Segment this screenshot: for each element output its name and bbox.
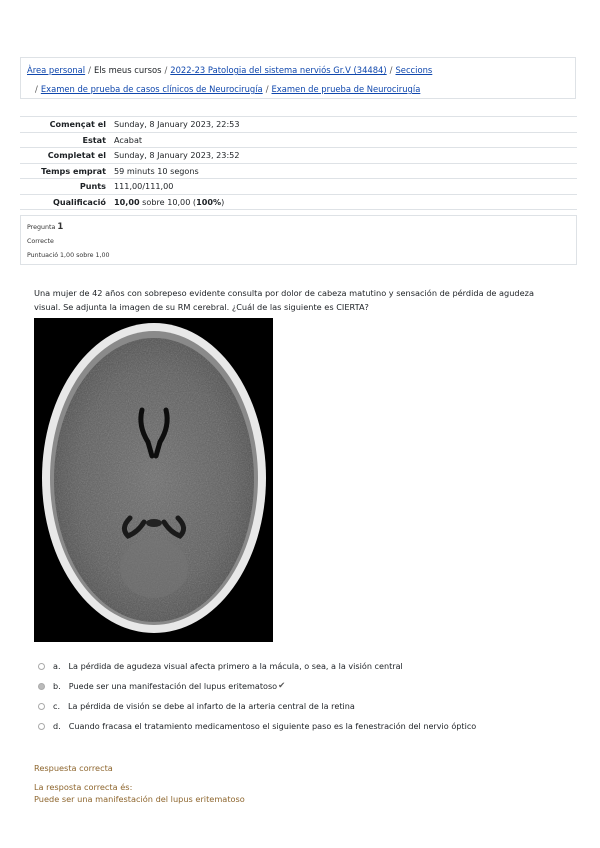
radio-button[interactable] bbox=[38, 663, 45, 670]
summary-row bbox=[20, 132, 577, 148]
grade-end: ) bbox=[221, 196, 225, 207]
feedback-right-answer: Puede ser una manifestación del lupus eritematoso bbox=[34, 794, 245, 804]
grade-value bbox=[112, 194, 577, 210]
summary-value: Sunday, 8 January 2023, 22:53 bbox=[112, 117, 577, 133]
summary-row bbox=[20, 179, 577, 195]
grade-label: Qualificació bbox=[20, 194, 112, 210]
breadcrumb-link-sections[interactable]: Seccions bbox=[395, 65, 433, 75]
question-status: Correcte bbox=[27, 238, 54, 245]
answer-letter: b. bbox=[53, 681, 61, 691]
answer-option-selected[interactable] bbox=[38, 676, 476, 696]
answer-letter: c. bbox=[53, 701, 61, 711]
summary-value: 111,00/111,00 bbox=[112, 179, 577, 195]
breadcrumb-link-exam[interactable]: Examen de prueba de Neurocirugía bbox=[271, 84, 421, 94]
summary-label: Temps emprat bbox=[20, 163, 112, 179]
feedback-result: Respuesta correcta bbox=[34, 763, 113, 773]
summary-row bbox=[20, 148, 577, 164]
summary-label: Completat el bbox=[20, 148, 112, 164]
summary-value: 59 minuts 10 segons bbox=[112, 163, 577, 179]
grade-percent: 100% bbox=[196, 196, 222, 207]
answer-text: Puede ser una manifestación del lupus eritematoso bbox=[68, 681, 278, 691]
question-info-box bbox=[20, 215, 577, 265]
breadcrumb-link-exam-cases[interactable]: Examen de prueba de casos clínicos de Neurocirugía bbox=[40, 84, 263, 94]
feedback-box bbox=[34, 762, 245, 806]
answer-text: La pérdida de visión se debe al infarto de la arteria central de la retina bbox=[68, 701, 355, 711]
summary-value: Sunday, 8 January 2023, 23:52 bbox=[112, 148, 577, 164]
summary-label: Punts bbox=[20, 179, 112, 195]
answer-letter: a. bbox=[53, 661, 61, 671]
checkmark-icon: ✔ bbox=[278, 681, 286, 691]
feedback-right-answer-label: La resposta correcta és: bbox=[34, 781, 133, 792]
answer-text: Cuando fracasa el tratamiento medicamentoso el siguiente paso es la fenestración del nervio óptico bbox=[68, 721, 477, 731]
breadcrumb-separator: / bbox=[164, 65, 168, 75]
breadcrumb-my-courses: Els meus cursos bbox=[93, 65, 162, 75]
summary-value: Acabat bbox=[112, 132, 577, 148]
summary-row bbox=[20, 117, 577, 133]
breadcrumb-separator: / bbox=[265, 84, 269, 94]
breadcrumb bbox=[20, 57, 576, 99]
brain-scan-graphic bbox=[34, 318, 273, 642]
summary-row-grade bbox=[20, 194, 577, 210]
answer-letter: d. bbox=[53, 721, 61, 731]
question-number: 1 bbox=[57, 222, 64, 232]
radio-button[interactable] bbox=[38, 723, 45, 730]
answer-option[interactable] bbox=[38, 696, 476, 716]
question-label: Pregunta bbox=[27, 224, 56, 231]
answer-options bbox=[38, 656, 476, 736]
breadcrumb-separator: / bbox=[88, 65, 91, 75]
answer-text: La pérdida de agudeza visual afecta primero a la mácula, o sea, a la visión central bbox=[68, 661, 403, 671]
radio-button-selected[interactable] bbox=[38, 683, 45, 690]
brain-scan-image bbox=[34, 318, 273, 642]
radio-button[interactable] bbox=[38, 703, 45, 710]
grade-middle: sobre 10,00 ( bbox=[139, 196, 197, 207]
attempt-summary-table bbox=[20, 116, 577, 210]
question-points: Puntuació 1,00 sobre 1,00 bbox=[27, 252, 110, 259]
breadcrumb-link-area[interactable]: Àrea personal bbox=[27, 65, 86, 75]
answer-option[interactable] bbox=[38, 716, 476, 736]
breadcrumb-link-course[interactable]: 2022-23 Patologia del sistema nerviós Gr.V (34484) bbox=[170, 65, 387, 75]
grade-score: 10,00 bbox=[114, 196, 140, 207]
summary-label: Estat bbox=[20, 132, 112, 148]
summary-row bbox=[20, 163, 577, 179]
question-text: Una mujer de 42 años con sobrepeso evidente consulta por dolor de cabeza matutino y sensación de pérdida de agudeza visual. Se adjunta la imagen de su RM cerebral. ¿Cuál de las siguiente es CIERTA? bbox=[34, 288, 534, 312]
answer-option[interactable] bbox=[38, 656, 476, 676]
breadcrumb-separator: / bbox=[389, 65, 393, 75]
breadcrumb-separator: / bbox=[35, 84, 38, 94]
summary-label: Començat el bbox=[20, 117, 112, 133]
